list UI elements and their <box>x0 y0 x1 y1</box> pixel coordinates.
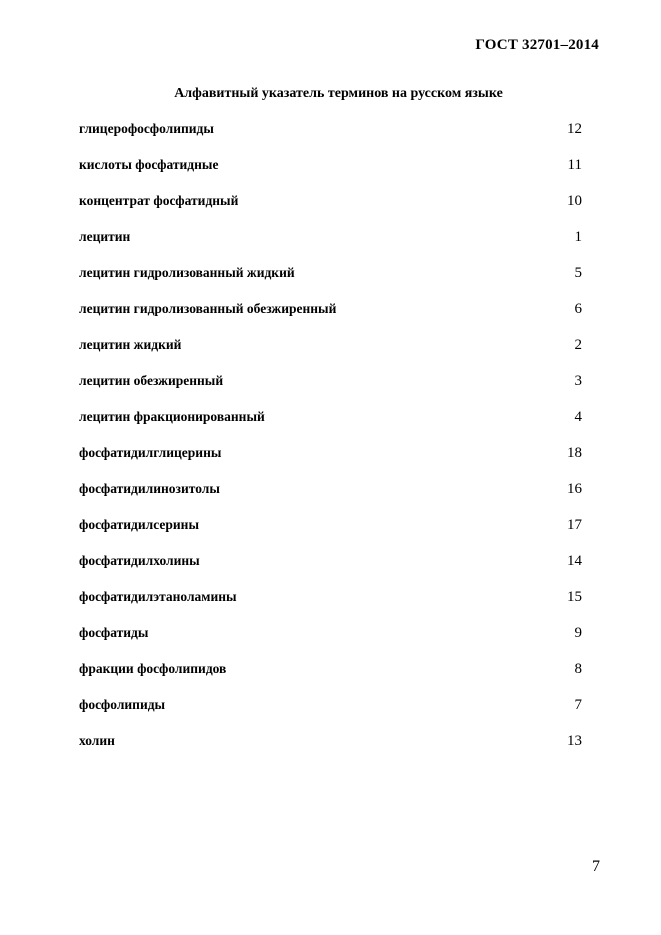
index-term: фосфолипиды <box>79 697 166 712</box>
index-entry <box>79 550 582 586</box>
index-term: кислоты фосфатидные <box>79 157 219 172</box>
index-term: фракции фосфолипидов <box>79 661 227 676</box>
index-term: концентрат фосфатидный <box>79 193 239 208</box>
index-term-number: 1 <box>574 229 582 245</box>
index-entry <box>79 406 582 442</box>
index-entry <box>79 694 582 730</box>
index-term: фосфатидилэтаноламины <box>79 589 237 604</box>
index-term: лецитин фракционированный <box>79 409 265 424</box>
term-index-list <box>79 118 582 766</box>
index-term-number: 14 <box>567 553 582 569</box>
index-term-number: 3 <box>574 373 582 389</box>
index-entry <box>79 226 582 262</box>
index-term: лецитин жидкий <box>79 337 182 352</box>
index-term-number: 18 <box>567 445 582 461</box>
index-entry <box>79 514 582 550</box>
index-term-number: 12 <box>567 121 582 137</box>
index-term-number: 11 <box>567 157 582 173</box>
index-term: фосфатидилинозитолы <box>79 481 220 496</box>
index-entry <box>79 334 582 370</box>
index-entry <box>79 262 582 298</box>
index-entry <box>79 370 582 406</box>
index-term: лецитин обезжиренный <box>79 373 224 388</box>
index-title: Алфавитный указатель терминов на русском языке <box>174 86 503 101</box>
index-entry <box>79 586 582 622</box>
index-term: лецитин <box>79 229 131 244</box>
index-entry <box>79 298 582 334</box>
index-entry <box>79 190 582 226</box>
index-term-number: 17 <box>567 517 582 533</box>
page-number: 7 <box>592 858 600 875</box>
index-term-number: 4 <box>574 409 582 425</box>
index-term: фосфатиды <box>79 625 149 640</box>
index-entry <box>79 154 582 190</box>
index-term-number: 13 <box>567 733 582 749</box>
index-term-number: 2 <box>574 337 582 353</box>
index-entry <box>79 118 582 154</box>
index-term: фосфатидилглицерины <box>79 445 222 460</box>
index-term: лецитин гидролизованный обезжиренный <box>79 301 337 316</box>
index-term: фосфатидилхолины <box>79 553 200 568</box>
index-entry <box>79 622 582 658</box>
index-term: глицерофосфолипиды <box>79 121 214 136</box>
index-term-number: 10 <box>567 193 582 209</box>
index-term-number: 16 <box>567 481 582 497</box>
index-entry <box>79 442 582 478</box>
index-term-number: 6 <box>574 301 582 317</box>
index-term-number: 5 <box>574 265 582 281</box>
index-term-number: 9 <box>574 625 582 641</box>
index-term-number: 8 <box>574 661 582 677</box>
index-term-number: 15 <box>567 589 582 605</box>
index-entry <box>79 658 582 694</box>
index-entry <box>79 730 582 766</box>
standard-code: ГОСТ 32701–2014 <box>475 37 599 53</box>
index-term: лецитин гидролизованный жидкий <box>79 265 295 280</box>
index-entry <box>79 478 582 514</box>
index-term-number: 7 <box>574 697 582 713</box>
index-term: холин <box>79 733 115 748</box>
index-term: фосфатидилсерины <box>79 517 199 532</box>
